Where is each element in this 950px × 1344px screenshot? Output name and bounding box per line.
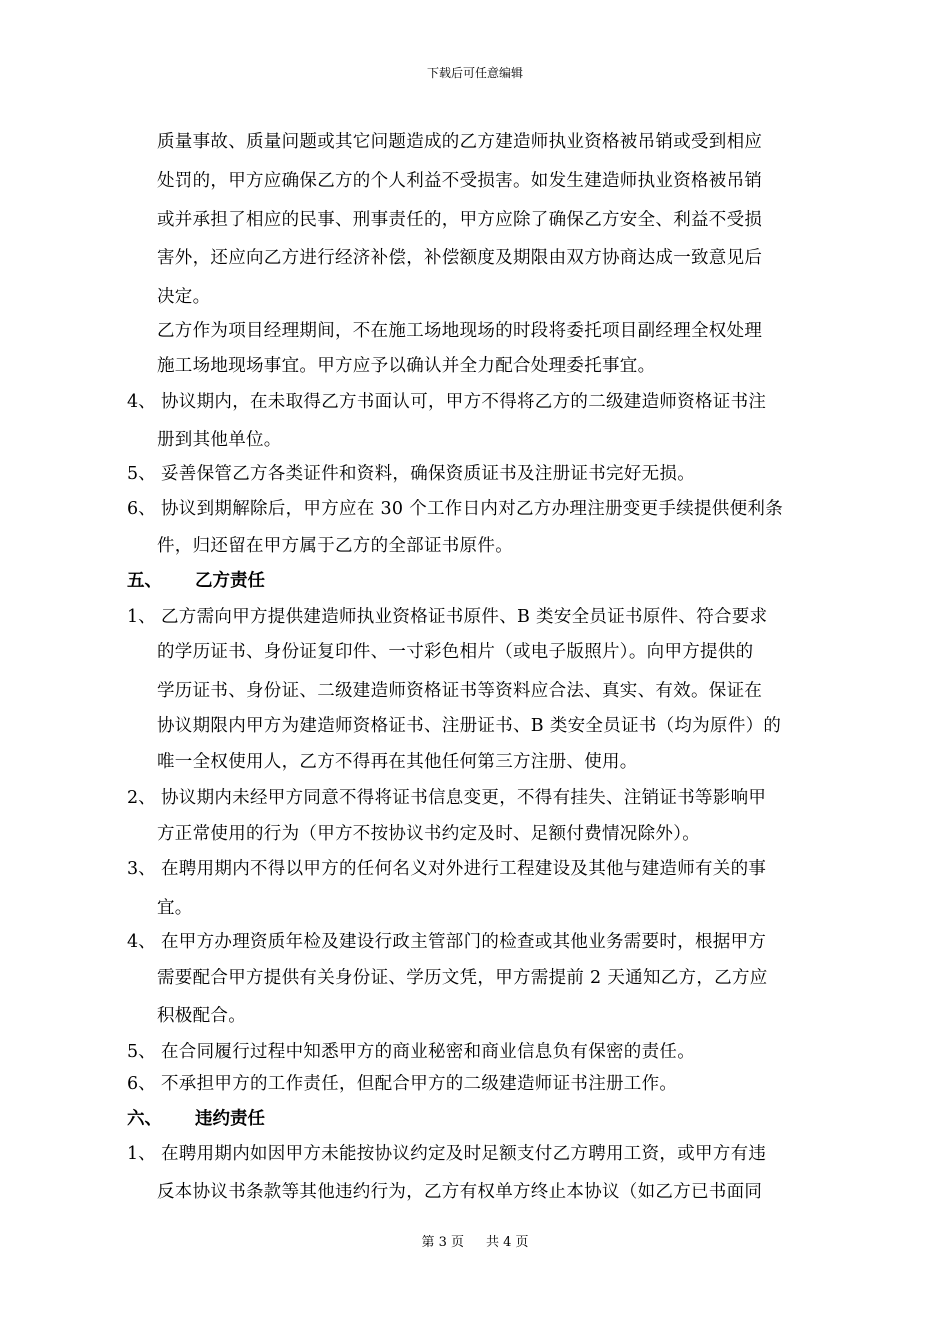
list-item-line: 妥善保管乙方各类证件和资料，确保资质证书及注册证书完好无损。 bbox=[161, 464, 695, 484]
body-line: 处罚的，甲方应确保乙方的个人利益不受损害。如发生建造师执业资格被吊销 bbox=[157, 171, 763, 191]
body-line: 乙方作为项目经理期间，不在施工场地现场的时段将委托项目副经理全权处理 bbox=[157, 321, 763, 341]
list-item-number: 4、 bbox=[127, 932, 156, 952]
list-item-number: 3、 bbox=[127, 859, 156, 879]
page-footer bbox=[0, 1231, 950, 1250]
list-item-line: 的学历证书、身份证复印件、一寸彩色相片（或电子版照片）。向甲方提供的 bbox=[157, 642, 754, 662]
section-number: 六、 bbox=[127, 1109, 162, 1129]
list-item-number: 1、 bbox=[127, 607, 156, 627]
list-item-number: 4、 bbox=[127, 392, 156, 412]
list-item-number: 5、 bbox=[127, 1042, 156, 1062]
list-item-line: 在聘用期内如因甲方未能按协议约定及时足额支付乙方聘用工资，或甲方有违 bbox=[161, 1144, 767, 1164]
body-line: 质量事故、质量问题或其它问题造成的乙方建造师执业资格被吊销或受到相应 bbox=[157, 132, 763, 152]
list-item-line: 册到其他单位。 bbox=[157, 430, 282, 450]
list-item-line: 在合同履行过程中知悉甲方的商业秘密和商业信息负有保密的责任。 bbox=[161, 1042, 695, 1062]
body-line: 决定。 bbox=[157, 287, 211, 307]
list-item-number: 5、 bbox=[127, 464, 156, 484]
page-number: 第 3 页 bbox=[421, 1235, 464, 1250]
list-item-line: 乙方需向甲方提供建造师执业资格证书原件、B 类安全员证书原件、符合要求 bbox=[161, 607, 768, 627]
body-line: 施工场地现场事宜。甲方应予以确认并全力配合处理委托事宜。 bbox=[157, 356, 656, 376]
body-line: 害外，还应向乙方进行经济补偿，补偿额度及期限由双方协商达成一致意见后 bbox=[157, 248, 763, 268]
list-item-line: 不承担甲方的工作责任，但配合甲方的二级建造师证书注册工作。 bbox=[161, 1074, 678, 1094]
list-item-number: 2、 bbox=[127, 788, 156, 808]
list-item-line: 学历证书、身份证、二级建造师资格证书等资料应合法、真实、有效。保证在 bbox=[157, 681, 763, 701]
list-item-line: 协议到期解除后，甲方应在 30 个工作日内对乙方办理注册变更手续提供便利条 bbox=[161, 499, 783, 519]
list-item-line: 唯一全权使用人，乙方不得再在其他任何第三方注册、使用。 bbox=[157, 752, 638, 772]
list-item-line: 宜。 bbox=[157, 898, 193, 918]
body-line: 或并承担了相应的民事、刑事责任的，甲方应除了确保乙方安全、利益不受损 bbox=[157, 210, 763, 230]
page-header: 下载后可任意编辑 bbox=[426, 66, 523, 80]
section-title: 乙方责任 bbox=[195, 571, 265, 591]
list-item-line: 在甲方办理资质年检及建设行政主管部门的检查或其他业务需要时，根据甲方 bbox=[161, 932, 767, 952]
list-item-line: 件，归还留在甲方属于乙方的全部证书原件。 bbox=[157, 536, 513, 556]
list-item-line: 在聘用期内不得以甲方的任何名义对外进行工程建设及其他与建造师有关的事 bbox=[161, 859, 767, 879]
list-item-number: 1、 bbox=[127, 1144, 156, 1164]
list-item-number: 6、 bbox=[127, 499, 156, 519]
section-number: 五、 bbox=[127, 571, 162, 591]
page-total: 共 4 页 bbox=[486, 1235, 529, 1250]
list-item-line: 需要配合甲方提供有关身份证、学历文凭，甲方需提前 2 天通知乙方，乙方应 bbox=[157, 968, 768, 988]
list-item-number: 6、 bbox=[127, 1074, 156, 1094]
list-item-line: 协议期内未经甲方同意不得将证书信息变更，不得有挂失、注销证书等影响甲 bbox=[161, 788, 767, 808]
list-item-line: 协议期限内甲方为建造师资格证书、注册证书、B 类安全员证书（均为原件）的 bbox=[157, 716, 782, 736]
list-item-line: 协议期内，在未取得乙方书面认可，甲方不得将乙方的二级建造师资格证书注 bbox=[161, 392, 767, 412]
list-item-line: 反本协议书条款等其他违约行为，乙方有权单方终止本协议（如乙方已书面同 bbox=[157, 1182, 763, 1202]
list-item-line: 积极配合。 bbox=[157, 1006, 246, 1026]
section-title: 违约责任 bbox=[195, 1109, 265, 1129]
list-item-line: 方正常使用的行为（甲方不按协议书约定及时、足额付费情况除外）。 bbox=[157, 824, 701, 844]
